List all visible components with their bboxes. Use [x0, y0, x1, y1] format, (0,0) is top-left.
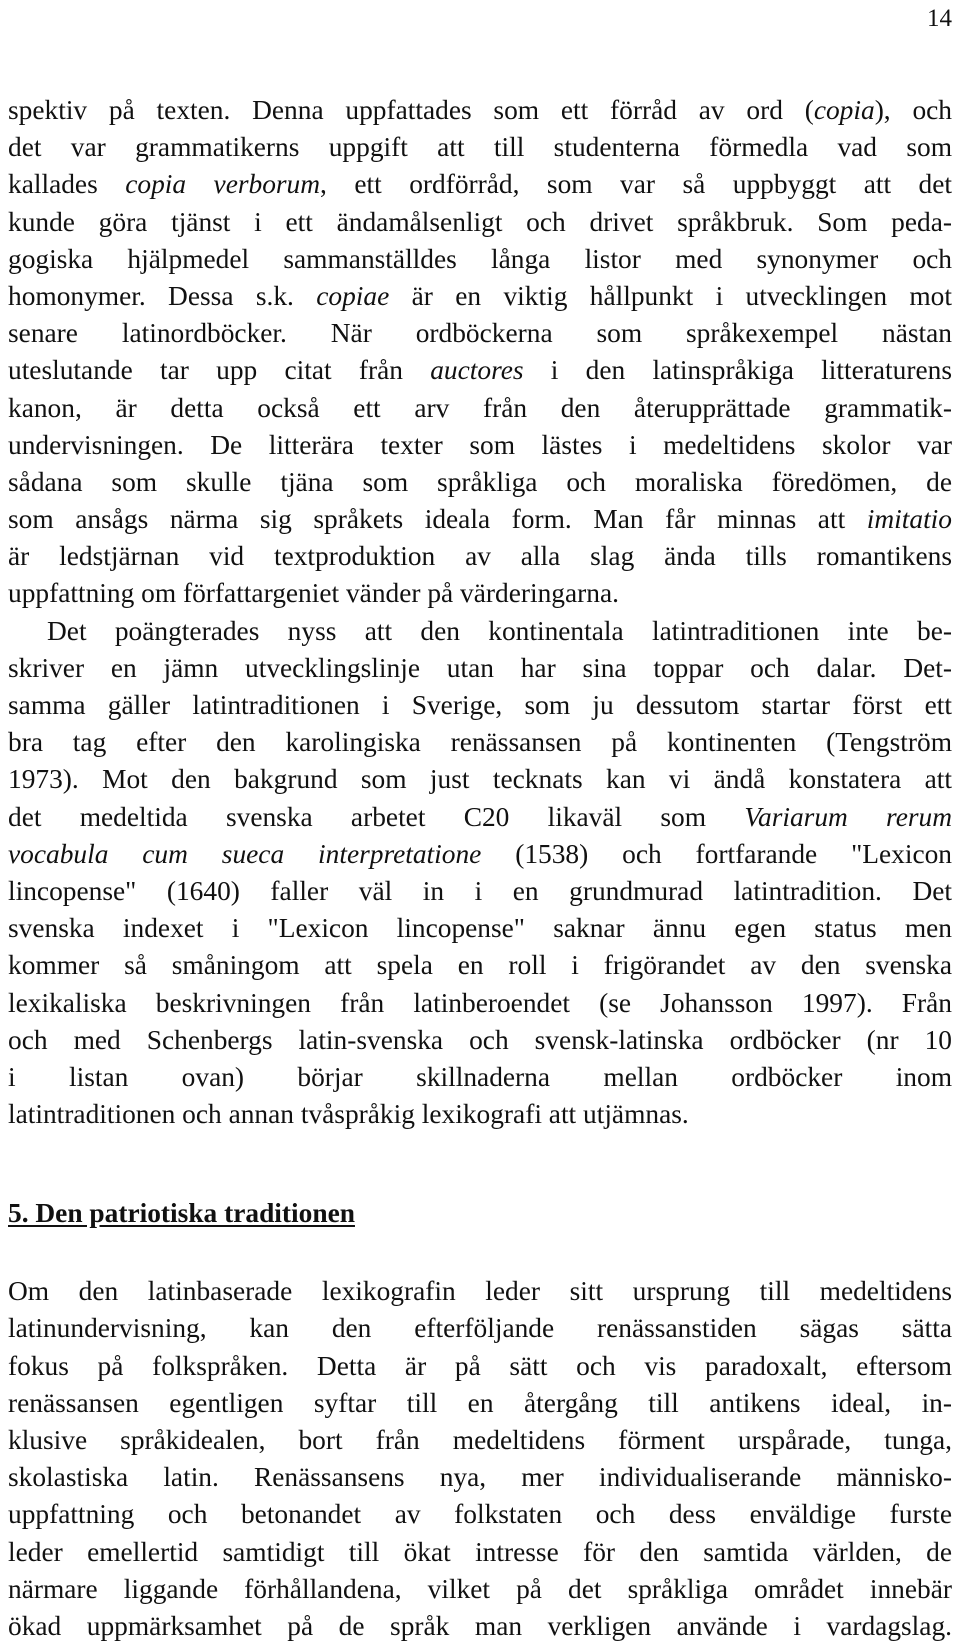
text-run: renässansen egentligen syftar till en återgång till antikens ideal, in- [8, 1387, 952, 1418]
text-run: kanon, är detta också ett arv från den återupprättade grammatik- [8, 392, 952, 423]
text-run: uppfattning om författargeniet vänder på värderingarna. [8, 578, 619, 609]
text-line [8, 947, 952, 984]
italic-term: Variarum rerum [744, 801, 952, 832]
text-line [8, 985, 952, 1022]
text-line [8, 613, 952, 650]
text-line [8, 464, 952, 501]
text-run: samma gäller latintraditionen i Sverige, som ju dessutom startar först ett [8, 690, 952, 720]
text-line [8, 204, 952, 241]
text-line [8, 575, 952, 612]
text-line [8, 687, 952, 724]
text-line [8, 1348, 952, 1385]
text-line [8, 799, 952, 836]
text-line [8, 501, 952, 538]
text-run: det medeltida svenska arbetet C20 likaväl som [8, 801, 745, 832]
paragraph [8, 92, 952, 613]
text-line [8, 427, 952, 464]
text-run: sådana som skulle tjäna som språkliga och moraliska föredömen, de [8, 466, 952, 497]
text-run: homonymer. Dessa s.k. [8, 280, 317, 311]
italic-term: auctores [430, 355, 524, 386]
italic-term: vocabula cum sueca interpretatione [8, 838, 482, 869]
text-run: leder emellertid samtidigt till ökat intresse för den samtida världen, de [8, 1536, 952, 1567]
text-run: närmare liggande förhållandena, vilket på det språkliga området innebär [8, 1573, 952, 1604]
text-run: ökad uppmärksamhet på de språk man verkligen använde i vardagslag. [8, 1610, 952, 1641]
text-run: är en viktig hållpunkt i utvecklingen mot [389, 280, 952, 311]
text-line [8, 241, 952, 278]
text-run: lincopense" (1640) faller väl in i en grundmurad latintradition. Det [8, 875, 952, 906]
text-line [8, 1273, 952, 1310]
page-number: 14 [927, 5, 952, 32]
text-run: skolastiska latin. Renässansens nya, mer individualiserande människo- [8, 1462, 952, 1493]
text-line [8, 1096, 952, 1133]
text-run: uteslutande tar upp citat från [8, 355, 431, 386]
text-run: och med Schenbergs latin-svenska och svensk-latinska ordböcker (nr 10 [8, 1024, 952, 1055]
document-body [8, 92, 952, 1645]
text-run: kallades [8, 169, 126, 200]
text-run: gogiska hjälpmedel sammanställdes långa listor med synonymer och [8, 243, 952, 274]
text-run: senare latinordböcker. När ordböckerna som språkexempel nästan [8, 318, 952, 349]
text-run: latintraditionen och annan tvåspråkig lexikografi att utjämnas. [8, 1099, 689, 1130]
italic-term: copia verborum [125, 169, 321, 200]
text-run: i den latinspråkiga litteraturens [523, 355, 952, 386]
text-line [8, 129, 952, 166]
text-run: fokus på folkspråken. Detta är på sätt och vis paradoxalt, eftersom [8, 1350, 952, 1381]
text-run: det var grammatikerns uppgift att till studenterna förmedla vad som [8, 132, 952, 163]
text-run: skriver en jämn utvecklingslinje utan har sina toppar och dalar. Det- [8, 652, 952, 683]
text-line [8, 315, 952, 352]
text-run: uppfattning och betonandet av folkstaten och dess enväldige furste [8, 1499, 952, 1530]
text-run: är ledstjärnan vid textproduktion av alla slag ända tills romantikens [8, 541, 952, 572]
section-heading: 5. Den patriotiska traditionen [8, 1198, 355, 1229]
text-line [8, 1496, 952, 1533]
text-run: i listan ovan) börjar skillnaderna mellan ordböcker inom [8, 1061, 952, 1092]
text-line [8, 92, 952, 129]
text-run: spektiv på texten. Denna uppfattades som ett förråd av ord ( [8, 95, 814, 125]
text-run: kommer så småningom att spela en roll i frigörandet av den svenska [8, 950, 952, 981]
italic-term: copiae [316, 280, 390, 311]
text-run: (1538) och fortfarande "Lexicon [481, 838, 952, 869]
text-line [8, 278, 952, 315]
text-run: ), och [874, 95, 952, 125]
text-line [8, 910, 952, 947]
text-line [8, 1571, 952, 1608]
text-line [8, 1385, 952, 1422]
text-line [8, 1059, 952, 1096]
text-run: Om den latinbaserade lexikografin leder sitt ursprung till medeltidens [8, 1276, 952, 1307]
text-run: kunde göra tjänst i ett ändamålsenligt och drivet språkbruk. Som peda- [8, 206, 952, 237]
text-run: undervisningen. De litterära texter som lästes i medeltidens skolor var [8, 429, 952, 460]
text-line [8, 836, 952, 873]
text-line [8, 1534, 952, 1571]
text-run: lexikaliska beskrivningen från latinberoendet (se Johansson 1997). Från [8, 987, 952, 1018]
text-line [8, 538, 952, 575]
text-line [8, 724, 952, 761]
italic-term: copia [813, 95, 875, 125]
text-line [8, 1422, 952, 1459]
text-run: klusive språkidealen, bort från medeltidens förment urspårade, tunga, [8, 1425, 952, 1455]
text-run: 1973). Mot den bakgrund som just tecknats kan vi ändå konstatera att [8, 764, 952, 795]
text-line [8, 352, 952, 389]
text-line [8, 166, 952, 203]
text-line [8, 1459, 952, 1496]
italic-term: imitatio [866, 504, 952, 535]
text-line [8, 1022, 952, 1059]
text-run: Det poängterades nyss att den kontinentala latintraditionen inte be- [47, 615, 952, 646]
section-spacer [8, 1133, 952, 1193]
text-run: bra tag efter den karolingiska renässansen på kontinenten (Tengström [8, 727, 952, 758]
text-line [8, 1608, 952, 1645]
text-line [8, 761, 952, 798]
text-line [8, 1310, 952, 1347]
text-run: , ett ordförråd, som var så uppbyggt att det [320, 169, 952, 200]
text-line [8, 650, 952, 687]
text-run: latinundervisning, kan den efterföljande renässanstiden sägas sätta [8, 1313, 952, 1344]
text-line [8, 390, 952, 427]
text-run: som ansågs närma sig språkets ideala form. Man får minnas att [8, 504, 867, 535]
paragraph [8, 1273, 952, 1645]
text-line [8, 873, 952, 910]
text-run: svenska indexet i "Lexicon lincopense" saknar ännu egen status men [8, 913, 952, 944]
paragraph [8, 613, 952, 1134]
